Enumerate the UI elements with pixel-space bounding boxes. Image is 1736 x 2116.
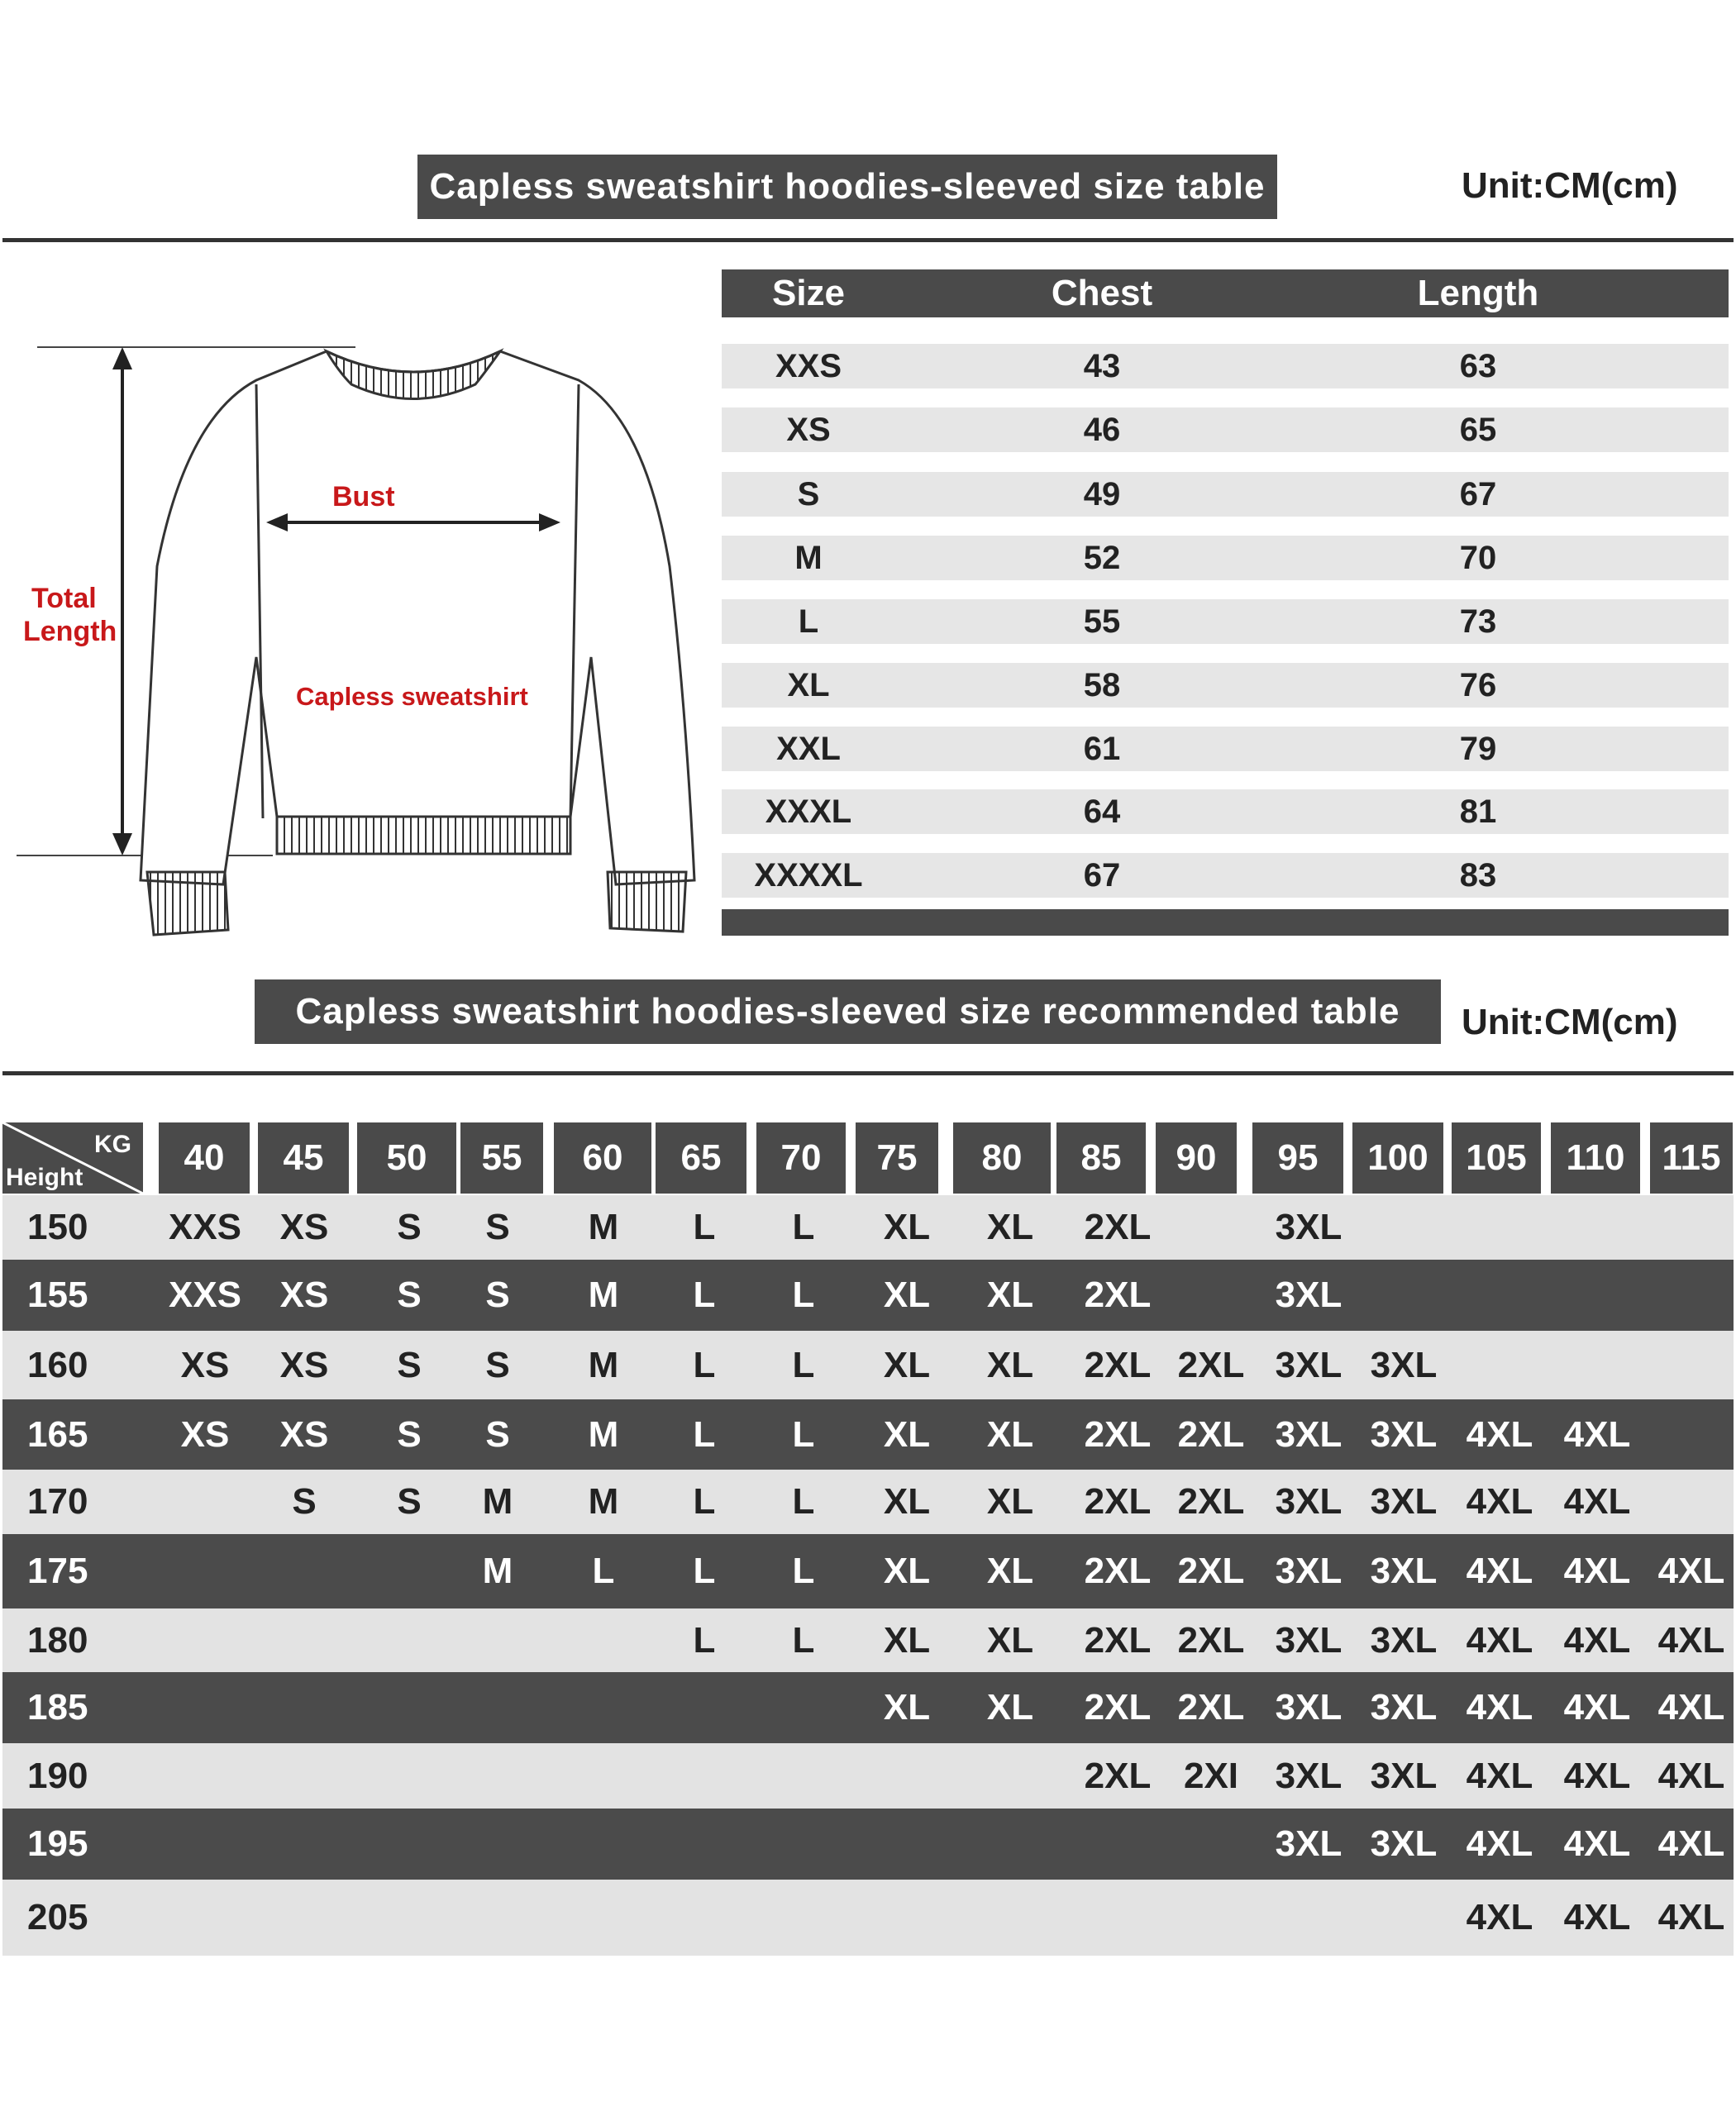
size-recommendation-cell: 4XL [1466, 1551, 1533, 1591]
table-row [722, 727, 1729, 771]
size-recommendation-cell: 4XL [1657, 1755, 1725, 1796]
height-cell: 190 [27, 1755, 88, 1796]
size-recommendation-cell: L [693, 1344, 716, 1385]
size-recommendation-cell: 2XL [1084, 1687, 1152, 1728]
size-recommendation-cell: L [792, 1344, 815, 1385]
size-recommendation-cell: 2XL [1177, 1481, 1245, 1522]
size-recommendation-cell: L [792, 1619, 815, 1661]
size-cell: XXL [776, 730, 841, 767]
table-row [722, 536, 1729, 580]
weight-header-80: 80 [953, 1122, 1051, 1194]
size-cell: XS [786, 411, 831, 448]
size-recommendation-cell: XS [279, 1275, 329, 1315]
height-cell: 180 [27, 1619, 88, 1661]
size-recommendation-cell: L [693, 1275, 716, 1315]
weight-header-85: 85 [1056, 1122, 1146, 1194]
table-row [722, 853, 1729, 898]
size-recommendation-cell: 4XL [1563, 1897, 1631, 1937]
size-recommendation-cell: 4XL [1563, 1481, 1631, 1522]
size-recommendation-cell: 2XL [1177, 1551, 1245, 1591]
table-row [2, 1743, 1734, 1809]
size-recommendation-cell: S [485, 1344, 510, 1385]
length-cell: 63 [1459, 347, 1497, 384]
size-recommendation-cell: L [792, 1551, 815, 1591]
size-recommendation-cell: S [292, 1481, 317, 1522]
size-recommendation-cell: S [485, 1207, 510, 1247]
size-recommendation-cell: L [693, 1619, 716, 1661]
size-recommendation-cell: 4XL [1563, 1755, 1631, 1796]
size-recommendation-cell: XL [883, 1275, 931, 1315]
size-recommendation-cell: XS [180, 1413, 230, 1455]
size-recommendation-cell: 3XL [1370, 1619, 1438, 1661]
size-recommendation-cell: L [592, 1551, 615, 1591]
size-cell: S [797, 475, 820, 512]
size-recommendation-cell: 3XL [1370, 1551, 1438, 1591]
size-cell: XXXL [765, 793, 852, 830]
chest-cell: 49 [1083, 475, 1121, 512]
weight-header-50: 50 [357, 1122, 456, 1194]
size-recommendation-cell: 4XL [1657, 1551, 1725, 1591]
size-recommendation-cell: 2XL [1084, 1551, 1152, 1591]
garment-label: Capless sweatshirt [296, 682, 528, 711]
total-length-label-line1: Total [31, 583, 97, 614]
table-row [2, 1880, 1734, 1956]
size-recommendation-cell: 2XI [1183, 1755, 1239, 1796]
height-cell: 165 [27, 1413, 88, 1455]
size-recommendation-cell: M [588, 1413, 619, 1455]
size-cell: L [798, 603, 819, 640]
height-cell: 175 [27, 1551, 88, 1591]
table-row [2, 1331, 1734, 1399]
size-recommendation-cell: 3XL [1275, 1481, 1343, 1522]
size-recommendation-cell: 2XL [1084, 1344, 1152, 1385]
header-length: Length [1417, 273, 1539, 313]
size-recommendation-cell: XL [883, 1344, 931, 1385]
weight-header-115: 115 [1650, 1122, 1733, 1194]
length-cell: 70 [1459, 539, 1497, 576]
table-row [2, 1608, 1734, 1672]
weight-header-65: 65 [656, 1122, 746, 1194]
size-recommendation-cell: M [482, 1551, 513, 1591]
length-cell: 73 [1459, 603, 1497, 640]
recommended-table-title: Capless sweatshirt hoodies-sleeved size recommended table [255, 979, 1441, 1044]
size-recommendation-cell: 4XL [1657, 1687, 1725, 1728]
table-row [722, 663, 1729, 708]
height-cell: 155 [27, 1275, 88, 1315]
table-row [2, 1672, 1734, 1743]
size-recommendation-cell: XL [883, 1619, 931, 1661]
size-recommendation-cell: 3XL [1370, 1481, 1438, 1522]
size-recommendation-cell: 3XL [1275, 1413, 1343, 1455]
size-recommendation-cell: 2XL [1177, 1413, 1245, 1455]
length-cell: 65 [1459, 411, 1497, 448]
size-recommendation-cell: XXS [168, 1275, 242, 1315]
size-recommendation-cell: 2XL [1084, 1207, 1152, 1247]
height-cell: 170 [27, 1481, 88, 1522]
chest-cell: 61 [1083, 730, 1121, 767]
size-recommendation-cell: S [485, 1413, 510, 1455]
length-cell: 83 [1459, 856, 1497, 894]
chest-cell: 55 [1083, 603, 1121, 640]
height-cell: 160 [27, 1344, 88, 1385]
size-table-header [722, 269, 1729, 317]
weight-header-100: 100 [1352, 1122, 1443, 1194]
size-recommendation-cell: 3XL [1370, 1687, 1438, 1728]
size-recommendation-cell: XL [986, 1207, 1034, 1247]
size-recommendation-cell: XL [986, 1481, 1034, 1522]
corner-kg-label: KG [94, 1131, 131, 1158]
chest-cell: 43 [1083, 347, 1121, 384]
size-recommendation-cell: S [397, 1413, 422, 1455]
size-recommendation-cell: 4XL [1657, 1897, 1725, 1937]
size-recommendation-cell: 4XL [1466, 1687, 1533, 1728]
size-recommendation-cell: XL [883, 1413, 931, 1455]
chest-cell: 58 [1083, 666, 1121, 703]
chest-cell: 67 [1083, 856, 1121, 894]
size-table-unit: Unit:CM(cm) [1462, 165, 1678, 206]
header-chest: Chest [1051, 273, 1153, 313]
size-cell: XXS [775, 347, 842, 384]
chest-cell: 52 [1083, 539, 1121, 576]
table-row [2, 1195, 1734, 1260]
size-recommendation-cell: S [397, 1481, 422, 1522]
bust-label: Bust [332, 481, 395, 512]
size-recommendation-cell: 2XL [1177, 1687, 1245, 1728]
size-recommendation-cell: L [693, 1207, 716, 1247]
size-recommendation-cell: M [588, 1481, 619, 1522]
size-recommendation-cell: 4XL [1563, 1619, 1631, 1661]
size-recommendation-cell: L [792, 1481, 815, 1522]
corner-header [2, 1122, 143, 1194]
length-cell: 76 [1459, 666, 1497, 703]
size-recommendation-cell: XL [883, 1551, 931, 1591]
size-recommendation-cell: 4XL [1657, 1823, 1725, 1864]
weight-header-110: 110 [1551, 1122, 1640, 1194]
size-recommendation-cell: S [397, 1275, 422, 1315]
size-recommendation-cell: 3XL [1370, 1344, 1438, 1385]
size-recommendation-cell: S [397, 1344, 422, 1385]
size-cell: M [794, 539, 823, 576]
table-row [722, 472, 1729, 517]
height-cell: 150 [27, 1207, 88, 1247]
size-recommendation-cell: 4XL [1466, 1823, 1533, 1864]
weight-header-45: 45 [258, 1122, 349, 1194]
size-recommendation-cell: S [397, 1207, 422, 1247]
size-recommendation-cell: L [792, 1207, 815, 1247]
table-row [2, 1260, 1734, 1331]
size-recommendation-cell: L [792, 1413, 815, 1455]
table-row [722, 789, 1729, 834]
table-row [722, 344, 1729, 388]
size-recommendation-cell: 3XL [1275, 1551, 1343, 1591]
table-row [2, 1534, 1734, 1608]
size-recommendation-cell: XL [986, 1687, 1034, 1728]
size-recommendation-cell: XS [279, 1413, 329, 1455]
size-recommendation-cell: 2XL [1084, 1413, 1152, 1455]
size-recommendation-cell: 4XL [1466, 1755, 1533, 1796]
size-recommendation-cell: 4XL [1563, 1413, 1631, 1455]
chest-cell: 64 [1083, 793, 1121, 830]
height-cell: 195 [27, 1823, 88, 1864]
top-divider [2, 238, 1734, 242]
size-recommendation-cell: 3XL [1275, 1823, 1343, 1864]
size-recommendation-cell: 3XL [1275, 1619, 1343, 1661]
size-recommendation-cell: 4XL [1466, 1481, 1533, 1522]
size-recommendation-cell: XL [883, 1481, 931, 1522]
size-recommendation-cell: XL [986, 1275, 1034, 1315]
size-recommendation-cell: 3XL [1275, 1344, 1343, 1385]
header-size: Size [771, 273, 846, 313]
size-recommendation-cell: 4XL [1563, 1823, 1631, 1864]
size-cell: XL [787, 666, 830, 703]
size-recommendation-cell: 4XL [1466, 1413, 1533, 1455]
size-recommendation-cell: XL [986, 1619, 1034, 1661]
length-cell: 79 [1459, 730, 1497, 767]
size-recommendation-cell: M [482, 1481, 513, 1522]
size-recommendation-cell: 2XL [1177, 1619, 1245, 1661]
size-recommendation-cell: XS [279, 1344, 329, 1385]
size-recommendation-cell: 4XL [1563, 1687, 1631, 1728]
weight-header-90: 90 [1156, 1122, 1237, 1194]
size-recommendation-cell: 4XL [1466, 1619, 1533, 1661]
size-recommendation-cell: 4XL [1657, 1619, 1725, 1661]
size-recommendation-cell: L [693, 1481, 716, 1522]
size-recommendation-cell: XS [180, 1344, 230, 1385]
size-recommendation-cell: XXS [168, 1207, 242, 1247]
size-recommendation-cell: 2XL [1177, 1344, 1245, 1385]
size-recommendation-cell: 3XL [1370, 1413, 1438, 1455]
table-row [2, 1809, 1734, 1880]
size-recommendation-cell: XS [279, 1207, 329, 1247]
middle-divider [2, 1071, 1734, 1075]
weight-header-95: 95 [1252, 1122, 1343, 1194]
size-recommendation-cell: XL [883, 1687, 931, 1728]
size-recommendation-cell: S [485, 1275, 510, 1315]
table-row [2, 1470, 1734, 1534]
size-recommendation-cell: 3XL [1275, 1207, 1343, 1247]
weight-header-70: 70 [756, 1122, 846, 1194]
chest-cell: 46 [1083, 411, 1121, 448]
size-recommendation-cell: L [693, 1551, 716, 1591]
size-recommendation-cell: M [588, 1344, 619, 1385]
size-recommendation-cell: XL [883, 1207, 931, 1247]
size-recommendation-cell: XL [986, 1551, 1034, 1591]
height-cell: 185 [27, 1687, 88, 1728]
total-length-label-line2: Length [23, 616, 117, 647]
table-row [722, 599, 1729, 644]
size-recommendation-cell: 4XL [1466, 1897, 1533, 1937]
size-recommendation-cell: 3XL [1275, 1275, 1343, 1315]
length-cell: 67 [1459, 475, 1497, 512]
size-recommendation-cell: 2XL [1084, 1481, 1152, 1522]
size-recommendation-cell: 3XL [1370, 1823, 1438, 1864]
weight-header-75: 75 [856, 1122, 938, 1194]
weight-header-40: 40 [159, 1122, 250, 1194]
corner-height-label: Height [6, 1164, 83, 1191]
size-recommendation-cell: 4XL [1563, 1551, 1631, 1591]
table-row [2, 1399, 1734, 1470]
length-cell: 81 [1459, 793, 1497, 830]
size-recommendation-cell: 3XL [1275, 1755, 1343, 1796]
size-recommendation-cell: 3XL [1275, 1687, 1343, 1728]
size-cell: XXXXL [754, 856, 863, 894]
size-recommendation-cell: M [588, 1207, 619, 1247]
size-recommendation-cell: 2XL [1084, 1275, 1152, 1315]
size-recommendation-cell: L [792, 1275, 815, 1315]
size-table-footer-bar [722, 909, 1729, 936]
size-recommendation-cell: 2XL [1084, 1755, 1152, 1796]
size-recommendation-cell: XL [986, 1413, 1034, 1455]
table-row [722, 407, 1729, 452]
weight-header-105: 105 [1452, 1122, 1541, 1194]
size-table-title: Capless sweatshirt hoodies-sleeved size table [417, 155, 1277, 219]
size-recommendation-cell: XL [986, 1344, 1034, 1385]
size-recommendation-cell: 3XL [1370, 1755, 1438, 1796]
size-recommendation-cell: 2XL [1084, 1619, 1152, 1661]
height-cell: 205 [27, 1897, 88, 1937]
recommended-table-unit: Unit:CM(cm) [1462, 1002, 1678, 1042]
weight-header-60: 60 [554, 1122, 651, 1194]
size-recommendation-cell: M [588, 1275, 619, 1315]
size-recommendation-cell: L [693, 1413, 716, 1455]
weight-header-55: 55 [460, 1122, 543, 1194]
